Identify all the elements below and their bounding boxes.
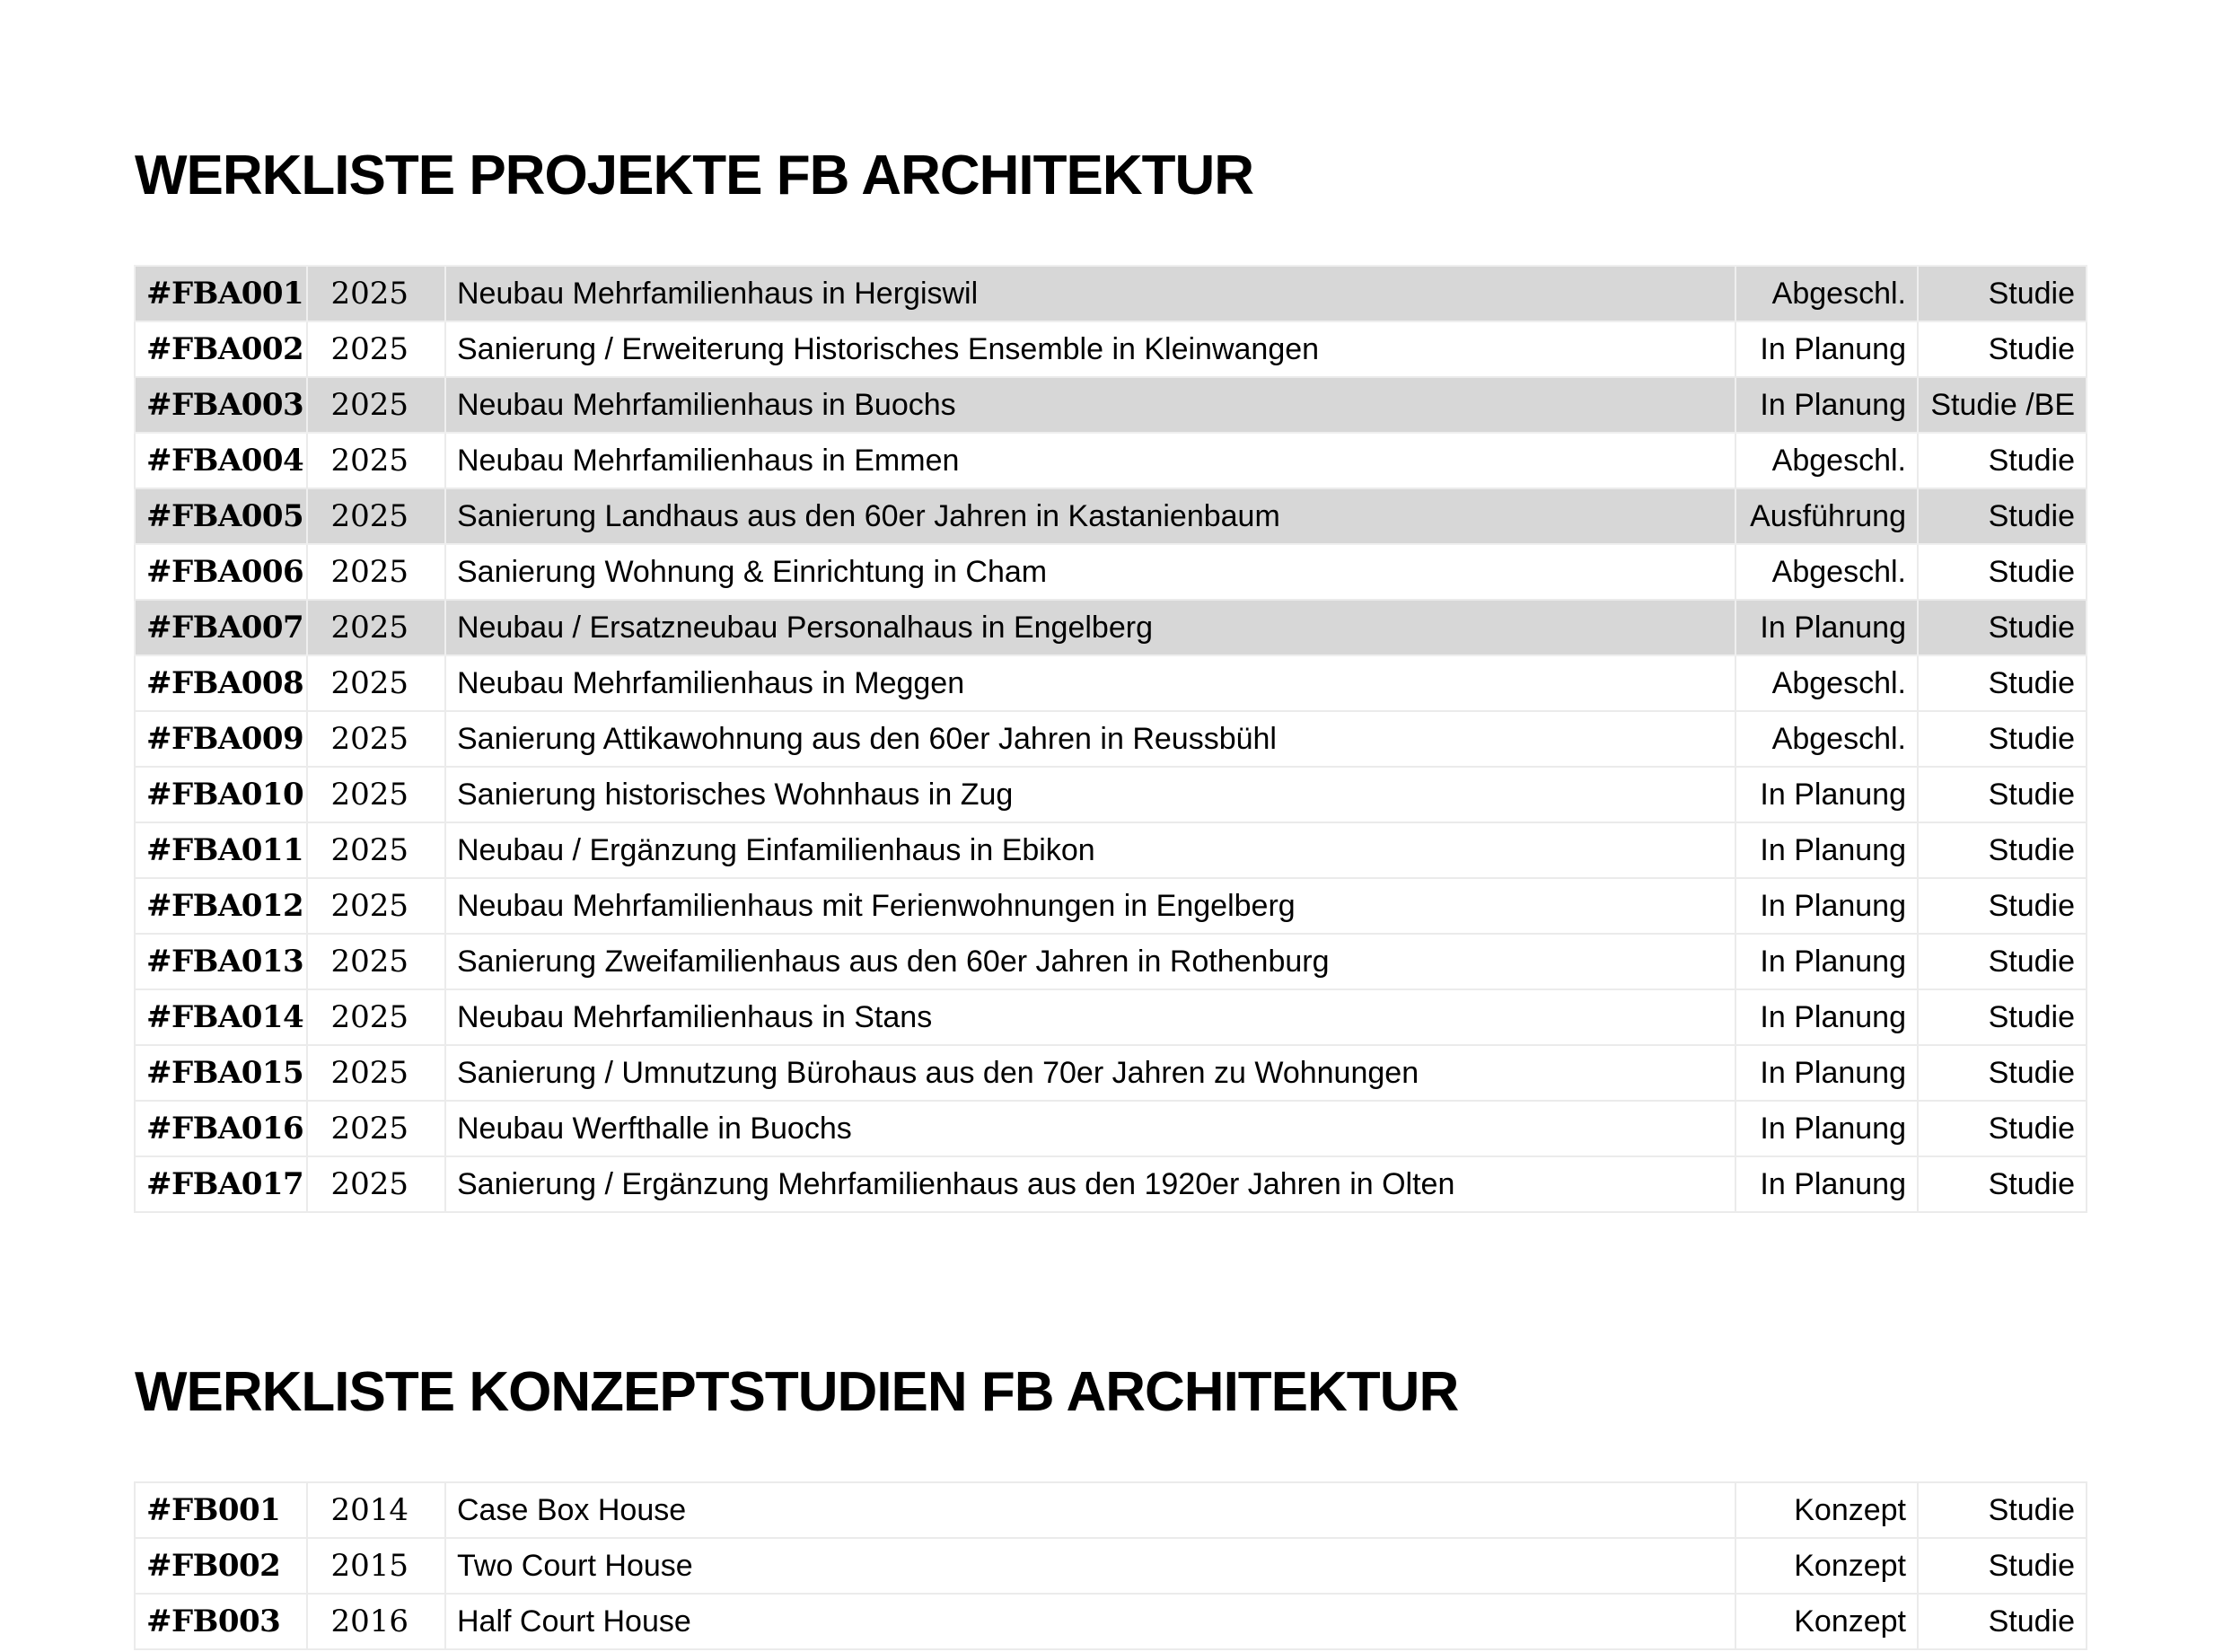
table-row — [135, 377, 2087, 433]
table-row — [135, 321, 2087, 377]
project-type: Studie /BE — [1918, 377, 2087, 433]
project-type: Studie — [1918, 989, 2087, 1045]
project-title: Sanierung / Ergänzung Mehrfamilienhaus aus den 1920er Jahren in Olten — [445, 1156, 1735, 1212]
project-status: Abgeschl. — [1735, 544, 1918, 600]
project-status: In Planung — [1735, 878, 1918, 934]
projects-table — [134, 265, 2087, 1213]
project-title: Neubau Mehrfamilienhaus in Buochs — [445, 377, 1735, 433]
project-type: Studie — [1918, 488, 2087, 544]
project-status: In Planung — [1735, 377, 1918, 433]
project-status: In Planung — [1735, 1156, 1918, 1212]
study-year: 2014 — [307, 1482, 445, 1538]
project-id: #FBA002 — [135, 321, 307, 377]
project-type: Studie — [1918, 1101, 2087, 1156]
project-year: 2025 — [307, 377, 445, 433]
project-id: #FBA013 — [135, 934, 307, 989]
project-title: Neubau Mehrfamilienhaus in Stans — [445, 989, 1735, 1045]
project-year: 2025 — [307, 1156, 445, 1212]
project-type: Studie — [1918, 822, 2087, 878]
project-id: #FBA011 — [135, 822, 307, 878]
project-id: #FBA005 — [135, 488, 307, 544]
project-id: #FBA014 — [135, 989, 307, 1045]
project-id: #FBA003 — [135, 377, 307, 433]
study-type: Studie — [1918, 1594, 2087, 1649]
table-row — [135, 544, 2087, 600]
project-type: Studie — [1918, 934, 2087, 989]
table-row — [135, 934, 2087, 989]
table-row — [135, 822, 2087, 878]
project-id: #FBA006 — [135, 544, 307, 600]
table-row — [135, 655, 2087, 711]
table-row — [135, 600, 2087, 655]
project-status: In Planung — [1735, 1045, 1918, 1101]
study-year: 2015 — [307, 1538, 445, 1594]
project-type: Studie — [1918, 544, 2087, 600]
project-type: Studie — [1918, 266, 2087, 321]
table-row — [135, 989, 2087, 1045]
project-title: Neubau Werfthalle in Buochs — [445, 1101, 1735, 1156]
project-type: Studie — [1918, 433, 2087, 488]
table-row — [135, 1538, 2087, 1594]
project-year: 2025 — [307, 321, 445, 377]
project-id: #FBA017 — [135, 1156, 307, 1212]
project-title: Neubau Mehrfamilienhaus in Meggen — [445, 655, 1735, 711]
project-year: 2025 — [307, 1045, 445, 1101]
project-id: #FBA004 — [135, 433, 307, 488]
table-row — [135, 878, 2087, 934]
table-row — [135, 266, 2087, 321]
project-status: Abgeschl. — [1735, 711, 1918, 767]
project-title: Neubau Mehrfamilienhaus in Emmen — [445, 433, 1735, 488]
table-row — [135, 711, 2087, 767]
project-title: Sanierung Zweifamilienhaus aus den 60er Jahren in Rothenburg — [445, 934, 1735, 989]
study-title: Half Court House — [445, 1594, 1735, 1649]
table-row — [135, 1594, 2087, 1649]
project-status: In Planung — [1735, 767, 1918, 822]
project-type: Studie — [1918, 321, 2087, 377]
study-id: #FB001 — [135, 1482, 307, 1538]
project-status: Ausführung — [1735, 488, 1918, 544]
project-status: In Planung — [1735, 321, 1918, 377]
project-year: 2025 — [307, 934, 445, 989]
table-row — [135, 1101, 2087, 1156]
study-id: #FB002 — [135, 1538, 307, 1594]
project-title: Sanierung Attikawohnung aus den 60er Jahren in Reussbühl — [445, 711, 1735, 767]
project-title: Sanierung / Erweiterung Historisches Ensemble in Kleinwangen — [445, 321, 1735, 377]
project-type: Studie — [1918, 711, 2087, 767]
table-row — [135, 488, 2087, 544]
project-type: Studie — [1918, 655, 2087, 711]
project-status: In Planung — [1735, 934, 1918, 989]
study-status: Konzept — [1735, 1594, 1918, 1649]
project-id: #FBA007 — [135, 600, 307, 655]
project-status: In Planung — [1735, 989, 1918, 1045]
project-id: #FBA008 — [135, 655, 307, 711]
project-type: Studie — [1918, 1156, 2087, 1212]
project-year: 2025 — [307, 433, 445, 488]
project-year: 2025 — [307, 822, 445, 878]
project-type: Studie — [1918, 878, 2087, 934]
table-row — [135, 767, 2087, 822]
project-year: 2025 — [307, 711, 445, 767]
project-year: 2025 — [307, 1101, 445, 1156]
study-type: Studie — [1918, 1482, 2087, 1538]
project-title: Sanierung historisches Wohnhaus in Zug — [445, 767, 1735, 822]
table-row — [135, 1045, 2087, 1101]
project-status: In Planung — [1735, 822, 1918, 878]
studies-table — [134, 1481, 2087, 1650]
project-id: #FBA016 — [135, 1101, 307, 1156]
study-title: Case Box House — [445, 1482, 1735, 1538]
project-id: #FBA012 — [135, 878, 307, 934]
study-status: Konzept — [1735, 1482, 1918, 1538]
project-title: Neubau Mehrfamilienhaus in Hergiswil — [445, 266, 1735, 321]
project-status: In Planung — [1735, 600, 1918, 655]
project-title: Neubau Mehrfamilienhaus mit Ferienwohnungen in Engelberg — [445, 878, 1735, 934]
project-title: Sanierung Landhaus aus den 60er Jahren in Kastanienbaum — [445, 488, 1735, 544]
project-title: Neubau / Ergänzung Einfamilienhaus in Ebikon — [445, 822, 1735, 878]
table-row — [135, 1482, 2087, 1538]
project-type: Studie — [1918, 767, 2087, 822]
project-id: #FBA010 — [135, 767, 307, 822]
project-year: 2025 — [307, 266, 445, 321]
project-title: Sanierung Wohnung & Einrichtung in Cham — [445, 544, 1735, 600]
studies-heading: WERKLISTE KONZEPTSTUDIEN FB ARCHITEKTUR — [135, 1361, 1459, 1423]
projects-heading: WERKLISTE PROJEKTE FB ARCHITEKTUR — [135, 145, 1254, 206]
project-status: Abgeschl. — [1735, 433, 1918, 488]
study-status: Konzept — [1735, 1538, 1918, 1594]
study-year: 2016 — [307, 1594, 445, 1649]
project-year: 2025 — [307, 989, 445, 1045]
project-id: #FBA001 — [135, 266, 307, 321]
project-id: #FBA015 — [135, 1045, 307, 1101]
project-title: Neubau / Ersatzneubau Personalhaus in Engelberg — [445, 600, 1735, 655]
project-status: Abgeschl. — [1735, 266, 1918, 321]
study-title: Two Court House — [445, 1538, 1735, 1594]
project-status: In Planung — [1735, 1101, 1918, 1156]
project-title: Sanierung / Umnutzung Bürohaus aus den 70er Jahren zu Wohnungen — [445, 1045, 1735, 1101]
table-row — [135, 433, 2087, 488]
project-year: 2025 — [307, 600, 445, 655]
study-type: Studie — [1918, 1538, 2087, 1594]
project-year: 2025 — [307, 655, 445, 711]
project-year: 2025 — [307, 488, 445, 544]
project-type: Studie — [1918, 1045, 2087, 1101]
project-status: Abgeschl. — [1735, 655, 1918, 711]
project-id: #FBA009 — [135, 711, 307, 767]
project-year: 2025 — [307, 878, 445, 934]
project-year: 2025 — [307, 767, 445, 822]
project-type: Studie — [1918, 600, 2087, 655]
project-year: 2025 — [307, 544, 445, 600]
study-id: #FB003 — [135, 1594, 307, 1649]
table-row — [135, 1156, 2087, 1212]
